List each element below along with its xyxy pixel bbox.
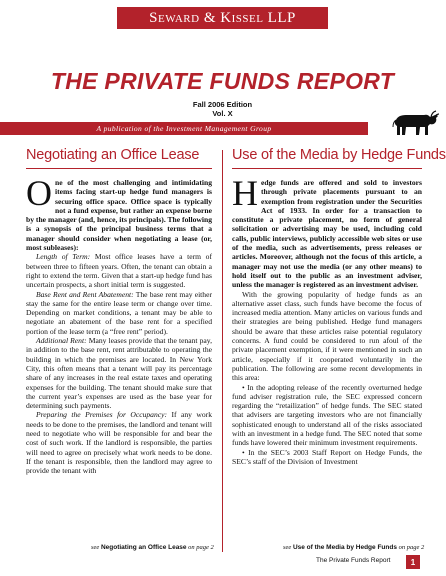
edition-label: Fall 2006 Edition — [192, 100, 253, 109]
left-section-label: Length of Term: — [36, 252, 91, 262]
page-number: 1 — [406, 555, 420, 569]
volume-label: Vol. X — [212, 109, 233, 118]
right-paragraph: • In the adopting release of the recently overturned hedge fund adviser registration rule, the SEC expressed concern regarding the “retailization” of hedge funds. The SEC stated that advisers are targeting investors who are not financially sophisticated enough to understand all of the risks associated with an investment in a hedge fund. The SEC noted that some funds have lowered their minimum investment requirements. — [232, 382, 422, 448]
bull-icon — [392, 108, 440, 138]
left-section — [26, 252, 212, 289]
left-article-intro — [26, 173, 212, 253]
continued-see: see — [283, 544, 292, 551]
left-section-text: Most office leases have a term of between three to fifteen years. Often, the tenant can obtain a right to extend the term. Given that a start-up hedge fund has uncertain prospects, a short initial term is suggested. — [26, 252, 212, 290]
right-continued-link[interactable] — [283, 544, 424, 552]
right-paragraph: With the growing popularity of hedge funds as an alternative asset class, such funds have become the focus of increased media attention. Many articles on various funds and their strategies are being published. Hedge fund managers should be aware that these articles raise potential regulatory concerns. A fund could be considered to run afoul of the private placement exemption, if it were mentioned in such an article, especially if it cooperated voluntarily in the publication. The following are some recent developments in this area: — [232, 289, 422, 383]
firm-name: Seward & Kissel LLP — [149, 9, 296, 26]
left-section-text: Many leases provide that the tenant pay, in addition to the base rent, rent attributable to operating the building in which the premises are located. In New York City, this often means that a tenant will pay its percentage share of any increases in the real estate taxes and operating expenses for the building. The tenant should make sure that the current year’s expenses are used as the base year for determining such payments. — [26, 336, 213, 411]
right-paragraph: • In the SEC’s 2003 Staff Report on Hedge Funds, the SEC’s staff of the Division of Investment — [232, 447, 422, 466]
continued-title: Use of the Media by Hedge Funds — [292, 544, 397, 551]
right-article-body — [232, 173, 422, 466]
right-drop-cap: H — [232, 173, 258, 213]
left-section-label: Preparing the Premises for Occupancy: — [36, 410, 168, 420]
right-article — [232, 146, 446, 558]
left-continued-link[interactable] — [91, 544, 214, 552]
left-article-body — [26, 173, 213, 476]
continued-page: on page 2 — [188, 544, 214, 551]
left-section-label: Additional Rent: — [36, 336, 87, 346]
left-intro-text: ne of the most challenging and intimidating items facing start-up hedge fund managers is securing office space. Office space is typically not a fund expense, but rather an expense borne by the manager (and, hence, its principals). The following is a synopsis of the principal business terms that a manager should consider when negotiating a lease (or, most subleases): — [26, 178, 212, 253]
continued-page: on page 2 — [398, 544, 425, 551]
report-title: THE PRIVATE FUNDS REPORT — [50, 68, 395, 94]
right-article-heading: Use of the Media by Hedge Funds — [232, 147, 446, 163]
continued-see: see — [91, 544, 100, 551]
right-heading-rule — [232, 168, 422, 169]
left-section — [26, 410, 212, 475]
left-article-heading: Negotiating an Office Lease — [26, 147, 200, 163]
left-section-text: If any work needs to be done to the premises, the landlord and tenant will need to negotiate who will be responsible for and bear the cost of such work. If the landlord is responsible, the parties will need to agree on precisely what work needs to be done. If the tenant is responsible, then the landlord may agree to provide the tenant with — [26, 410, 212, 476]
left-section-label: Base Rent and Rent Abatement: — [36, 289, 134, 299]
right-intro-text: edge funds are offered and sold to investors through private placements pursuant to an exemption from registration under the Securities Act of 1933. In order for a transaction to constitute a private placement, no form of general solicitation or advertising may be used, including cold calls, public interviews, publicly accessible web sites or use of the media, such as advertisements, press releases or articles. Moreover, although not the focus of this article, a manager may not use the media (or any other means) to hold itself out to the public as an investment adviser, unless the manager is registered as an investment adviser. — [232, 178, 422, 290]
publication-banner: A publication of the Investment Management Group — [0, 122, 368, 135]
footer-report-name: The Private Funds Report — [316, 557, 391, 564]
firm-name-banner — [117, 7, 328, 29]
left-section — [26, 336, 212, 410]
left-drop-cap: O — [26, 173, 52, 213]
left-article — [26, 146, 212, 558]
continued-title: Negotiating an Office Lease — [100, 544, 187, 551]
left-section-text: The base rent may either stay the same for the entire lease term or change over time. Depending on market conditions, a tenant may be able to negotiate an abatement of the base rent for a specified portion of the lease term (a “free rent” period). — [26, 289, 212, 336]
column-divider — [222, 150, 223, 552]
left-heading-rule — [26, 168, 212, 169]
left-section — [26, 290, 212, 336]
right-article-intro — [232, 173, 422, 290]
edition-info — [0, 100, 445, 118]
